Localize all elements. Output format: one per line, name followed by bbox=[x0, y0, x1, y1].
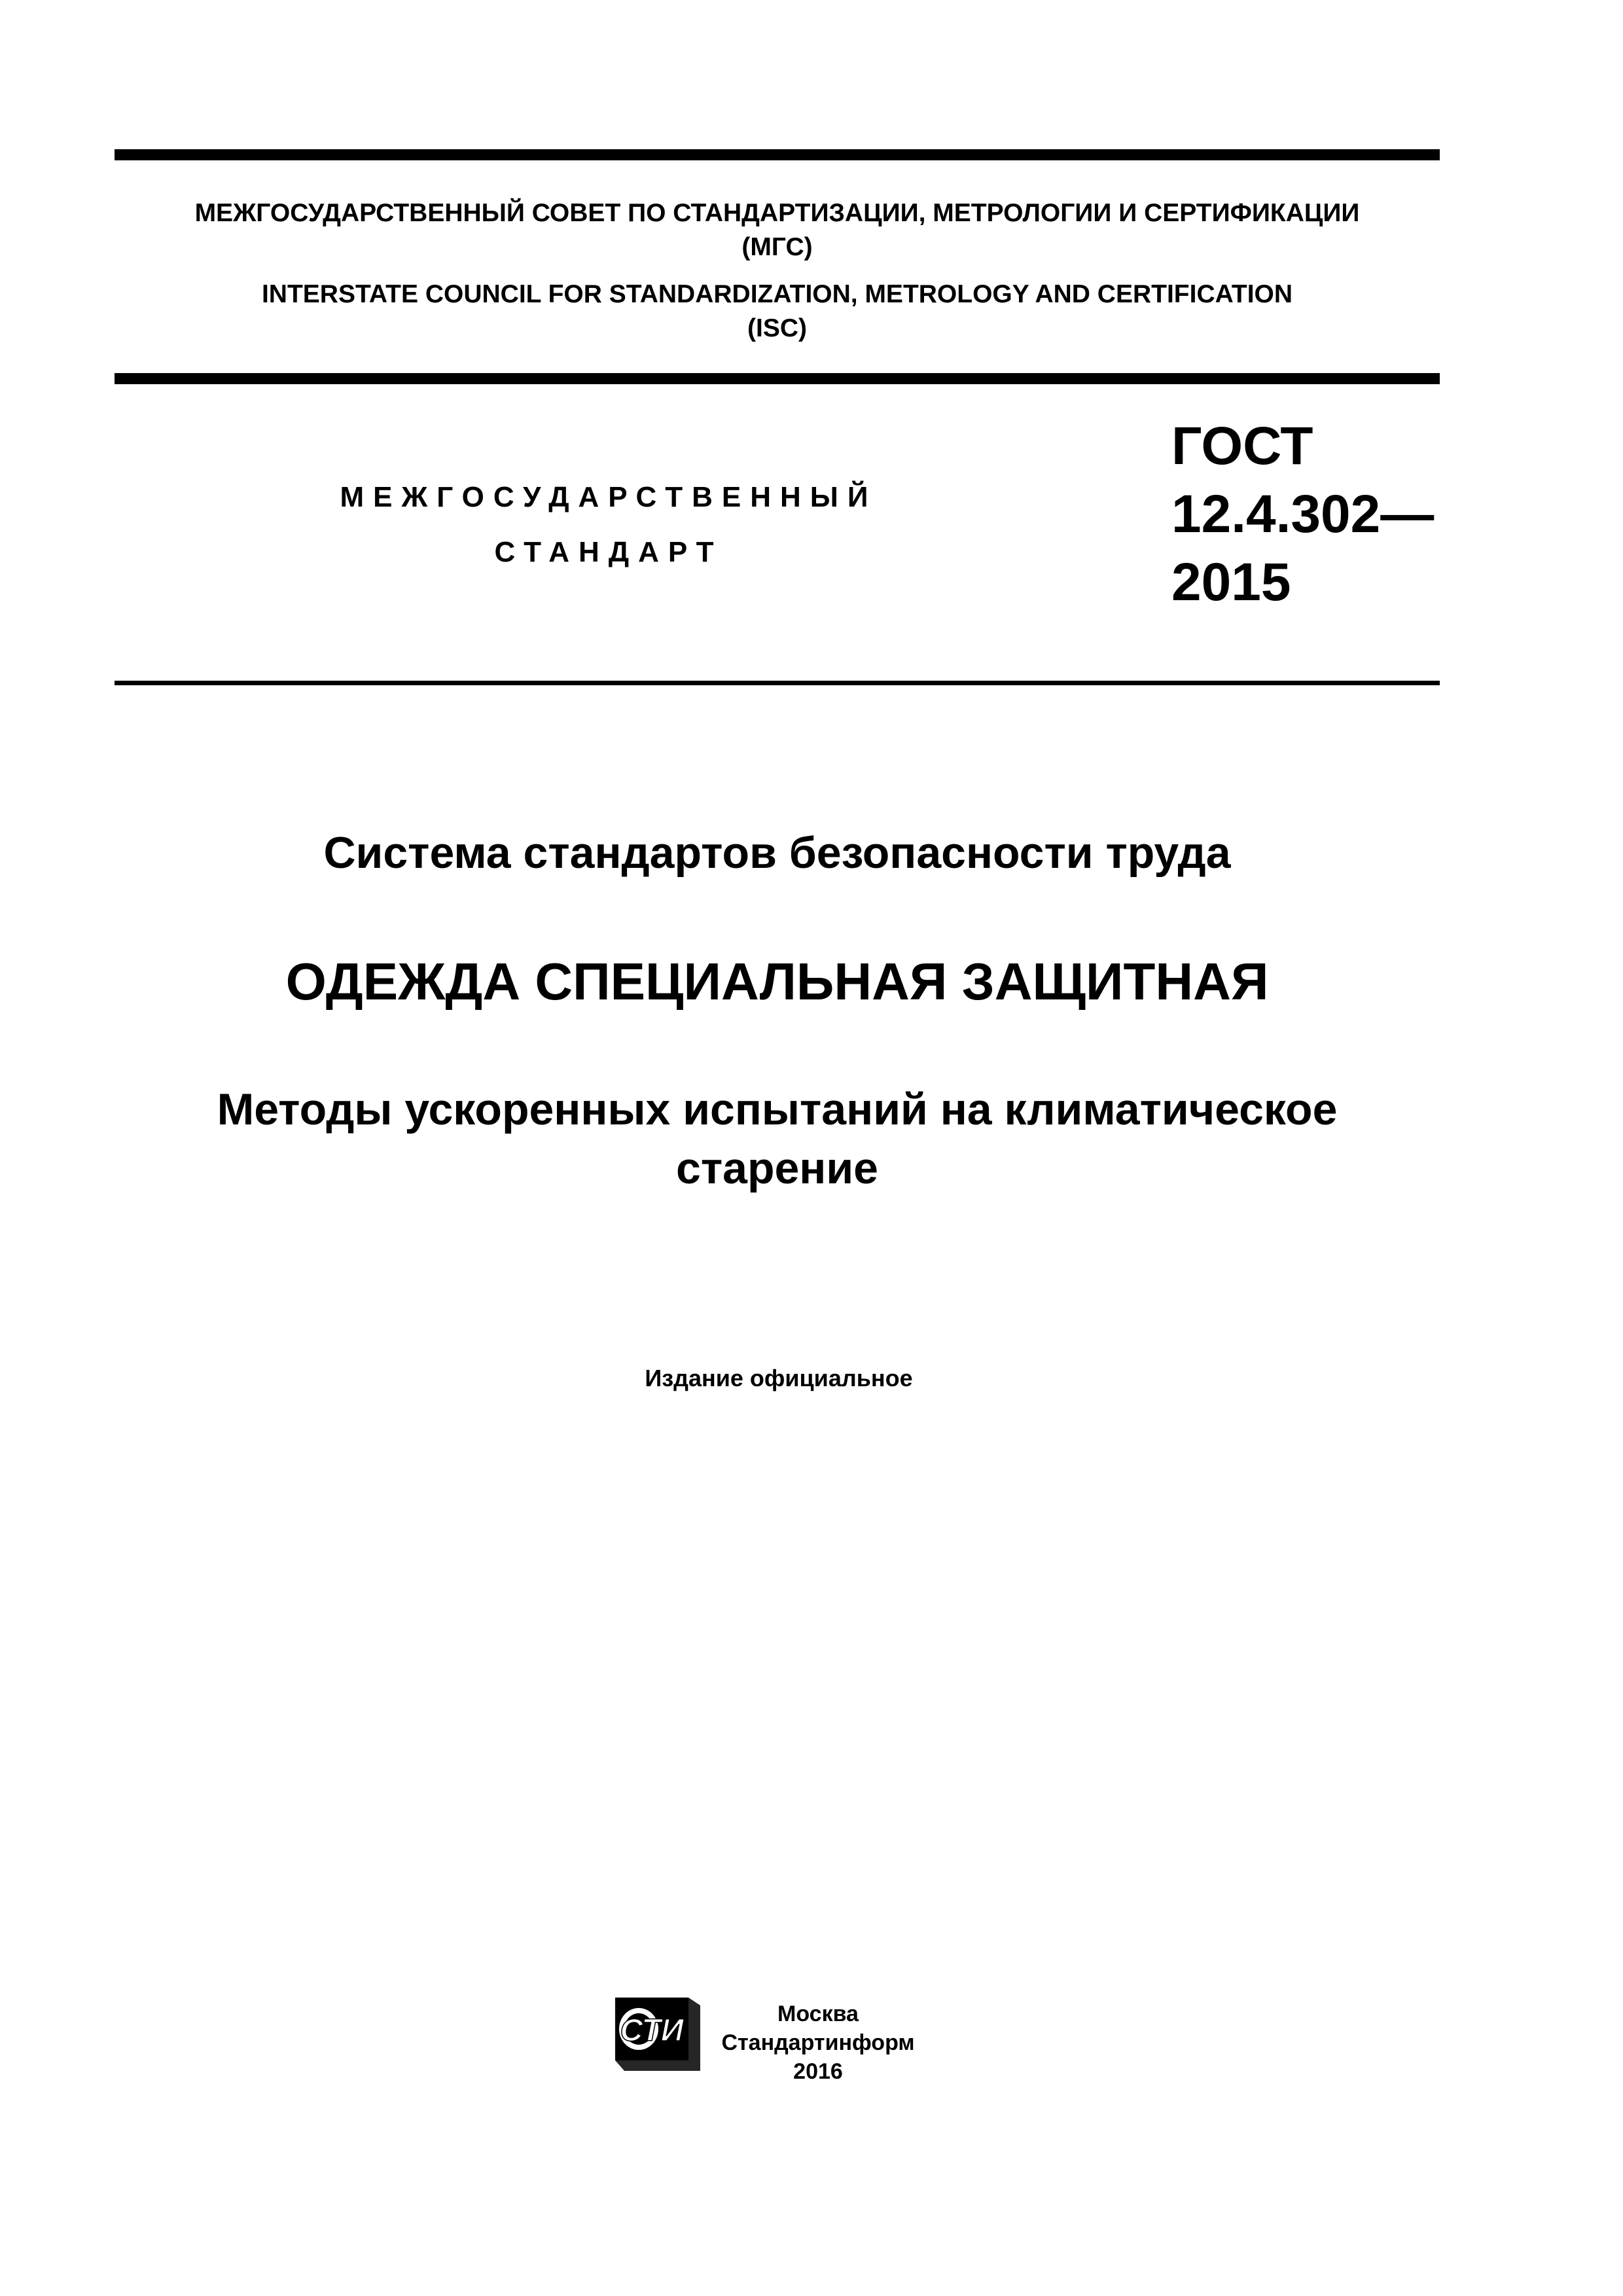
council-name-ru-line1: МЕЖГОСУДАРСТВЕННЫЙ СОВЕТ ПО СТАНДАРТИЗАЦИИ, МЕТРОЛОГИИ И СЕРТИФИКАЦИИ bbox=[194, 199, 1360, 227]
top-rule bbox=[115, 149, 1440, 160]
standard-kind bbox=[281, 470, 936, 580]
document-main-title: ОДЕЖДА СПЕЦИАЛЬНАЯ ЗАЩИТНАЯ bbox=[285, 952, 1269, 1011]
standard-kind-line2: СТАНДАРТ bbox=[494, 536, 723, 568]
council-name-ru bbox=[115, 196, 1440, 264]
publisher-name: Стандартинформ bbox=[721, 2030, 915, 2055]
edition-note: Издание официальное bbox=[645, 1365, 913, 1391]
publisher-imprint bbox=[720, 2000, 916, 2086]
standard-series-title: Система стандартов безопасности труда bbox=[323, 828, 1231, 878]
standard-code bbox=[1171, 412, 1434, 617]
standartinform-logo-icon bbox=[613, 1995, 704, 2072]
middle-rule bbox=[115, 373, 1440, 384]
document-subtitle-line1: Методы ускоренных испытаний на климатическое bbox=[217, 1085, 1338, 1134]
logo-lettering: СТИ bbox=[620, 2013, 684, 2048]
lower-rule bbox=[115, 681, 1440, 685]
publisher-year: 2016 bbox=[793, 2059, 843, 2084]
council-abbr-ru: (МГС) bbox=[741, 233, 813, 261]
council-name-en-line1: INTERSTATE COUNCIL FOR STANDARDIZATION, METROLOGY AND CERTIFICATION bbox=[261, 280, 1293, 308]
standard-kind-line1: МЕЖГОСУДАРСТВЕННЫЙ bbox=[340, 481, 878, 513]
council-name-en bbox=[115, 278, 1440, 346]
standard-code-year: 2015 bbox=[1171, 552, 1291, 612]
document-subtitle bbox=[115, 1080, 1440, 1198]
council-abbr-en: (ISC) bbox=[747, 314, 807, 342]
standard-code-prefix: ГОСТ bbox=[1171, 416, 1313, 476]
document-subtitle-line2: старение bbox=[676, 1143, 878, 1193]
standard-code-number: 12.4.302— bbox=[1171, 484, 1435, 544]
publisher-city: Москва bbox=[777, 2001, 859, 2026]
